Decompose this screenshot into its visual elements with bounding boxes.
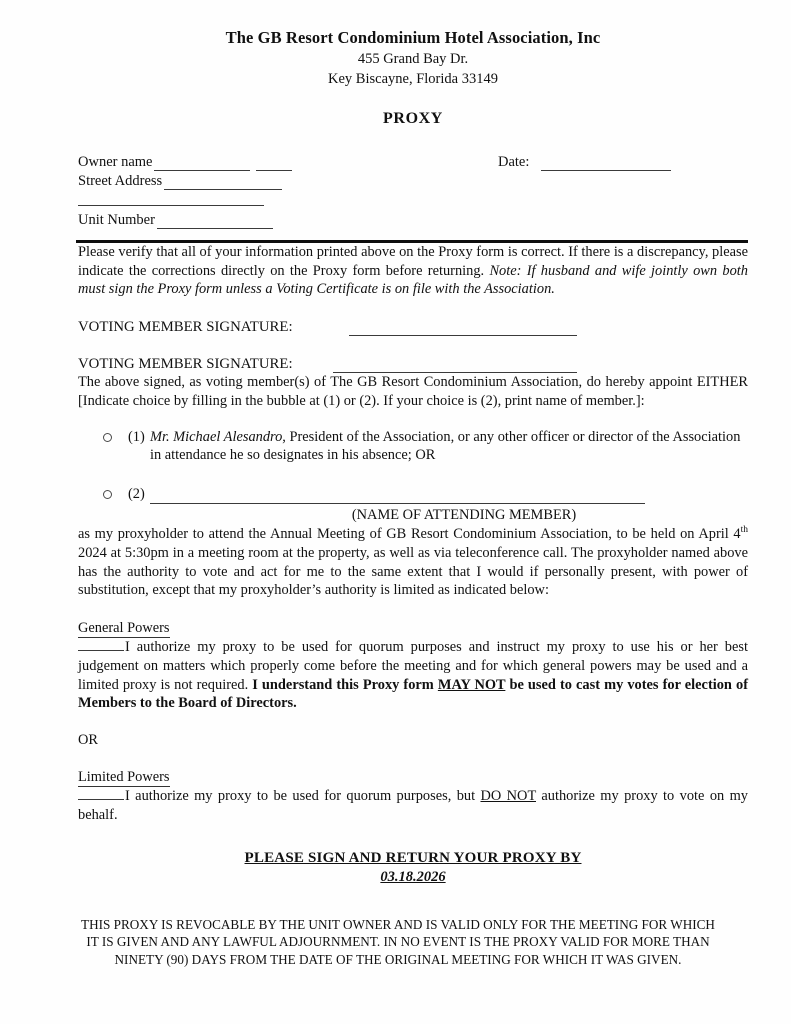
verification-note: Note: If husband and wife jointly own both must sign the Proxy form unless a Voting Certificate is on file with the Association. (78, 262, 748, 298)
choice-1-bubble-icon[interactable] (103, 433, 112, 442)
street-address-label: Street Address (78, 173, 163, 189)
voting-member-signature-row-2 (78, 356, 748, 373)
limited-powers-text-1: I authorize my proxy to be used for quorum purposes, but (125, 788, 481, 805)
general-powers-bold-text-1: I understand this Proxy form (252, 676, 438, 693)
meeting-date-ordinal-suffix: th (740, 525, 748, 536)
document-title: PROXY (383, 110, 443, 127)
general-powers-initials-input[interactable] (78, 639, 124, 651)
choice-2-bubble-icon[interactable] (103, 490, 112, 499)
verification-text: Please verify that all of your information printed above on the Proxy form is correct. If there is a discrepancy, please indicate the corrections directly on the Proxy form before returning. (78, 244, 748, 279)
limited-powers-paragraph (78, 787, 748, 824)
limited-powers-text-2: authorize my proxy to vote on my behalf. (78, 788, 748, 823)
choice-1-officer-name: Mr. Michael Alesandro (150, 428, 283, 445)
return-notice-line: PLEASE SIGN AND RETURN YOUR PROXY BY (244, 850, 582, 867)
owner-name-row (78, 154, 292, 171)
limited-powers-do-not: DO NOT (480, 788, 536, 805)
proxy-choice-2[interactable] (78, 485, 748, 524)
choice-1-description: , President of the Association, or any other officer or director of the Association in attendance he so designates in his absence; OR (150, 428, 741, 464)
unit-number-row (78, 212, 273, 229)
general-powers-may-not: MAY NOT (437, 676, 506, 693)
voting-member-signature-row-1 (78, 319, 748, 336)
verification-paragraph (78, 243, 748, 299)
general-powers-bold-text-2: be used to cast my votes for election of Members to the Board of Directors. (78, 676, 748, 712)
organization-address: 455 Grand Bay Dr. (357, 51, 469, 67)
general-powers-paragraph (78, 638, 748, 713)
street-address-row-2 (78, 194, 264, 206)
organization-name: The GB Resort Condominium Hotel Association, Inc (225, 28, 601, 47)
date-row (498, 154, 671, 171)
owner-name-input[interactable] (154, 159, 250, 171)
document-content (78, 0, 748, 886)
return-notice-date: 03.18.2026 (380, 869, 446, 886)
proxyholder-text-part-2: 2024 at 5:30pm in a meeting room at the property, as well as via teleconference call. The proxyholder named above has the authority to vote and act for me to the same extent that I would if personally present, with power of substitution, except that my proxyholder’s authority is limited as indicated below: (78, 544, 748, 599)
limited-powers-heading: Limited Powers (78, 769, 170, 786)
limited-powers-initials-input[interactable] (78, 788, 124, 800)
appointment-intro-paragraph: The above signed, as voting member(s) of The GB Resort Condominium Association, do hereby appoint EITHER [Indicate choice by filling in the bubble at (1) or (2). If your choice is (2), print name of member.]: (78, 374, 748, 409)
general-powers-heading: General Powers (78, 620, 170, 637)
voting-member-signature-label-2: VOTING MEMBER SIGNATURE: (78, 356, 293, 373)
street-address-input[interactable] (164, 178, 282, 190)
proxyholder-text-part-1: as my proxyholder to attend the Annual Meeting of GB Resort Condominium Association, to be held on April 4 (78, 526, 741, 543)
return-notice-block (78, 850, 748, 886)
street-address-row (78, 173, 282, 190)
date-label: Date: (498, 154, 530, 170)
date-input[interactable] (541, 159, 671, 171)
voting-member-signature-input-2[interactable] (333, 360, 577, 373)
voting-member-signature-label-1: VOTING MEMBER SIGNATURE: (78, 319, 293, 336)
attending-member-name-input[interactable] (150, 491, 645, 504)
proxyholder-paragraph (78, 524, 748, 600)
revocability-footer: THIS PROXY IS REVOCABLE BY THE UNIT OWNER AND IS VALID ONLY FOR THE MEETING FOR WHICH IT IS GIVEN AND ANY LAWFUL ADJOURNMENT. IN NO EVENT IS THE PROXY VALID FOR MORE THAN NINETY (90) DAYS FROM THE DATE OF THE ORIGINAL MEETING FOR WHICH IT WAS GIVEN. (81, 917, 715, 967)
owner-information-block (78, 154, 748, 230)
organization-city-state-zip: Key Biscayne, Florida 33149 (328, 71, 498, 87)
general-powers-text: I authorize my proxy to be used for quorum purposes and instruct my proxy to use his or her best judgement on matters which properly come before the meeting and for which general powers may be used and a limited proxy is not required. (78, 639, 748, 693)
or-divider-text: OR (78, 732, 98, 749)
proxy-choice-1[interactable] (78, 428, 748, 465)
unit-number-label: Unit Number (78, 212, 155, 228)
voting-member-signature-input-1[interactable] (349, 323, 577, 336)
choice-2-number: (2) (128, 486, 145, 503)
owner-name-input-extra[interactable] (256, 159, 292, 171)
choice-1-text (150, 429, 740, 464)
choice-1-number: (1) (128, 428, 145, 445)
unit-number-input[interactable] (157, 217, 273, 229)
street-address-input-2[interactable] (78, 194, 264, 206)
owner-name-label: Owner name (78, 154, 153, 170)
attending-member-caption: (NAME OF ATTENDING MEMBER) (351, 506, 577, 523)
